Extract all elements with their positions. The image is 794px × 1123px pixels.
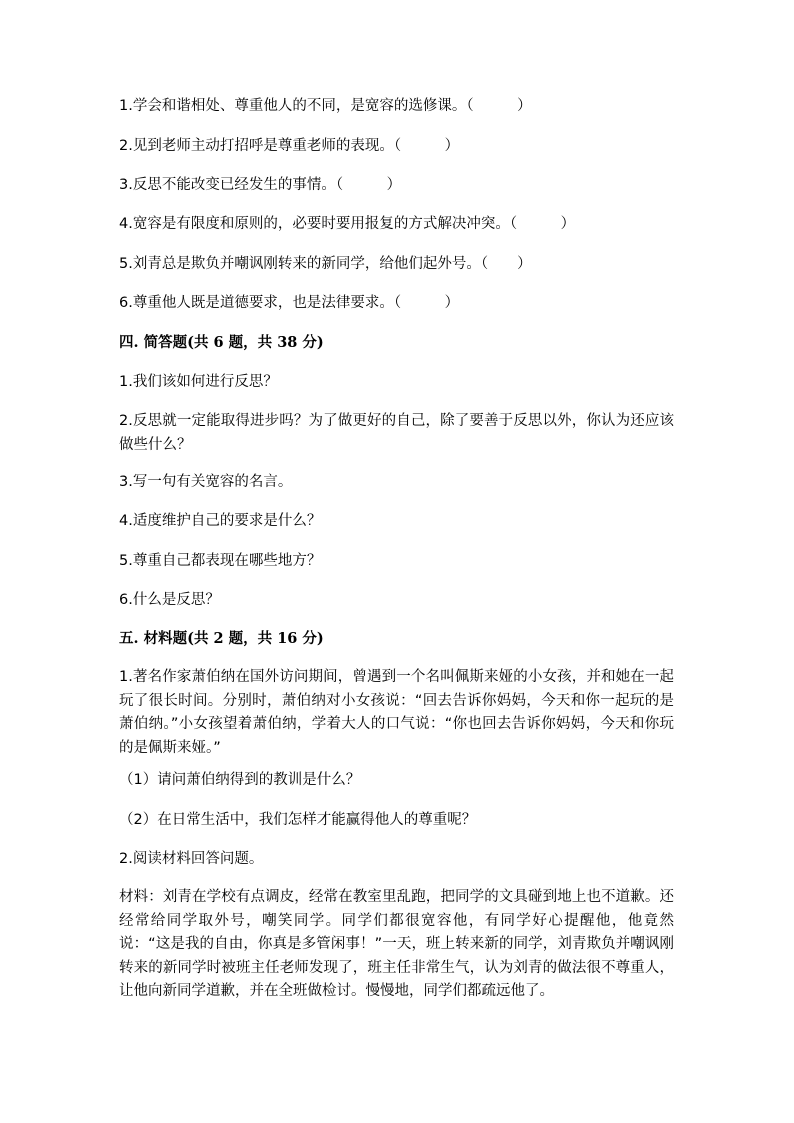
judgement-item-4: 4.宽容是有限度和原则的，必要时要用报复的方式解决冲突。（ ） bbox=[119, 216, 576, 232]
judgement-item-5: 5.刘青总是欺负并嘲讽刚转来的新同学，给他们起外号。（ ） bbox=[119, 256, 532, 272]
judgement-item-3: 3.反思不能改变已经发生的事情。（ ） bbox=[119, 177, 402, 193]
section-heading-material: 五. 材料题(共 2 题，共 16 分) bbox=[119, 630, 324, 647]
short-answer-q1: 1.我们该如何进行反思？ bbox=[119, 374, 278, 390]
material-1-subquestion-2: （2）在日常生活中，我们怎样才能赢得他人的尊重呢？ bbox=[119, 812, 477, 828]
section-heading-short-answer: 四. 简答题(共 6 题，共 38 分) bbox=[119, 334, 324, 351]
material-2-title: 2.阅读材料回答问题。 bbox=[119, 851, 264, 867]
judgement-item-1: 1.学会和谐相处、尊重他人的不同，是宽容的选修课。（ ） bbox=[119, 98, 532, 114]
judgement-item-6: 6.尊重他人既是道德要求，也是法律要求。（ ） bbox=[119, 295, 460, 311]
short-answer-q4: 4.适度维护自己的要求是什么？ bbox=[119, 513, 322, 529]
material-1-subquestion-1: （1）请问萧伯纳得到的教训是什么？ bbox=[119, 772, 361, 788]
short-answer-q3: 3.写一句有关宽容的名言。 bbox=[119, 474, 293, 490]
material-1-text: 1.著名作家萧伯纳在国外访问期间，曾遇到一个名叫佩斯来娅的小女孩，并和她在一起玩了很长时间。分别时，萧伯纳对小女孩说：“回去告诉你妈妈，今天和你一起玩的是萧伯纳。”小女孩望着萧伯纳，学着大人的口气说：“你也回去告诉你妈妈，今天和你玩的是佩斯来娅。” bbox=[119, 669, 674, 756]
judgement-item-2: 2.见到老师主动打招呼是尊重老师的表现。（ ） bbox=[119, 138, 460, 154]
short-answer-q6: 6.什么是反思？ bbox=[119, 592, 220, 608]
short-answer-q5: 5.尊重自己都表现在哪些地方？ bbox=[119, 553, 322, 569]
material-2-text: 材料：刘青在学校有点调皮，经常在教室里乱跑，把同学的文具碰到地上也不道歉。还经常给同学取外号，嘲笑同学。同学们都很宽容他，有同学好心提醒他，他竟然说：“这是我的自由，你真是多管闲事！”一天，班上转来新的同学，刘青欺负并嘲讽刚转来的新同学时被班主任老师发现了，班主任非常生气，认为刘青的做法很不尊重人，让他向新同学道歉，并在全班做检讨。慢慢地，同学们都疏远他了。 bbox=[119, 889, 674, 999]
short-answer-q2: 2.反思就一定能取得进步吗？为了做更好的自己，除了要善于反思以外，你认为还应该做些什么？ bbox=[119, 413, 674, 453]
